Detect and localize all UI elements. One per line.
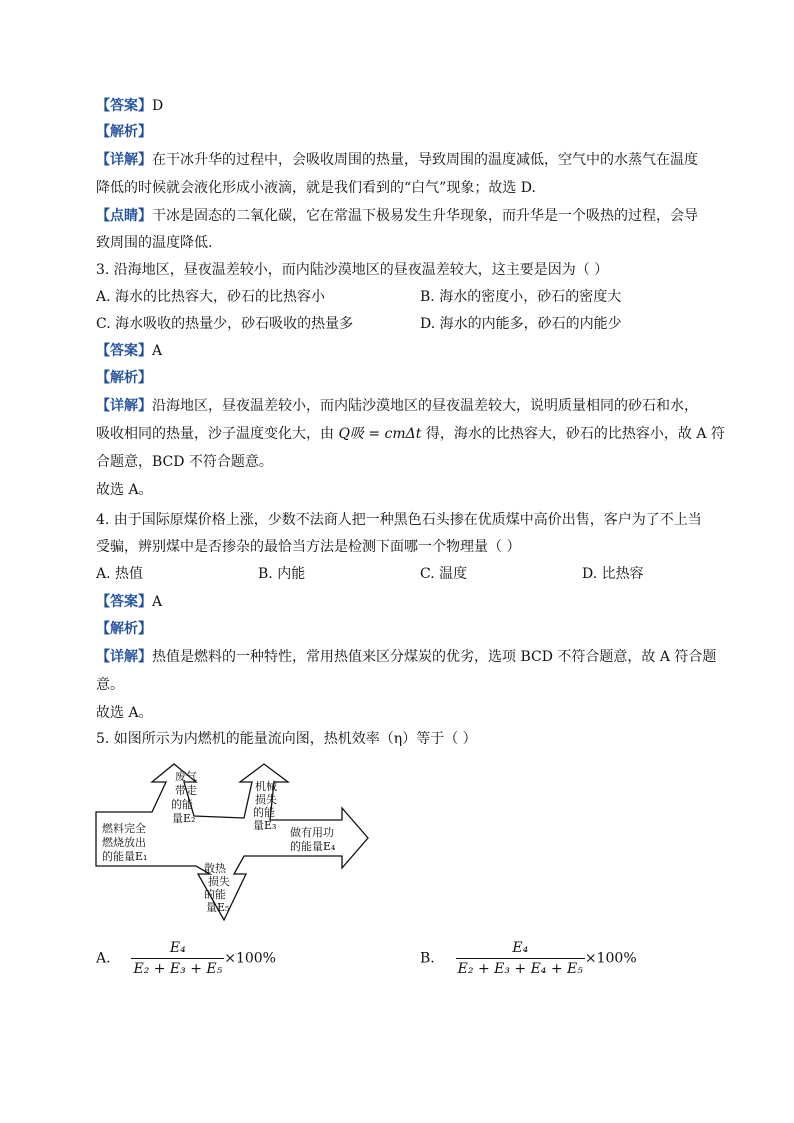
q3-detail-line-1 bbox=[96, 396, 698, 416]
energy-flow-diagram bbox=[92, 758, 382, 930]
answer-tag: 【答案】 bbox=[96, 343, 152, 359]
efficiency-fraction bbox=[131, 938, 224, 979]
q4-option-d: D. 比热容 bbox=[582, 566, 644, 582]
option-label: B. bbox=[420, 950, 435, 967]
analysis-tag: 【解析】 bbox=[96, 370, 152, 386]
answer-value: A bbox=[152, 594, 163, 610]
useful-work-label-2: 的能量E₄ bbox=[290, 840, 336, 853]
q3-option-b: B. 海水的密度小，砂石的密度大 bbox=[420, 289, 622, 305]
fraction-numerator: E₄ bbox=[456, 938, 585, 959]
q5-option-b bbox=[420, 938, 637, 979]
fraction-denominator: E₂ + E₃ + E₅ bbox=[133, 961, 223, 977]
option-label: A. bbox=[96, 950, 111, 967]
useful-work-label-1: 做有用功 bbox=[290, 826, 334, 839]
q4-conclusion: 故选 A。 bbox=[96, 705, 153, 721]
q4-analysis bbox=[96, 619, 152, 639]
heat-formula: Q吸 = cmΔt bbox=[338, 426, 422, 442]
q4-answer bbox=[96, 592, 162, 612]
answer-tag: 【答案】 bbox=[96, 594, 152, 610]
detail-text: 吸收相同的热量，沙子温度变化大，由 bbox=[96, 426, 339, 442]
q3-option-d: D. 海水的内能多，砂石的内能少 bbox=[420, 316, 622, 332]
q3-stem: 3. 沿海地区，昼夜温差较小，而内陆沙漠地区的昼夜温差较大，这主要是因为（ ） bbox=[96, 262, 609, 278]
mechanical-loss-label-2: 损失 bbox=[255, 793, 277, 806]
answer-tag: 【答案】 bbox=[96, 98, 152, 114]
q5-stem: 5. 如图所示为内燃机的能量流向图，热机效率（η）等于（ ） bbox=[96, 731, 477, 747]
q4-detail-line-2: 意。 bbox=[96, 677, 124, 693]
q4-option-c: C. 温度 bbox=[420, 566, 468, 582]
detail-text: 热值是燃料的一种特性，常用热值来区分煤炭的优劣，选项 BCD 不符合题意，故 A 符合题 bbox=[152, 649, 717, 665]
percent-factor: ×100% bbox=[584, 950, 637, 967]
mechanical-loss-label-1: 机械 bbox=[255, 780, 277, 793]
waste-gas-label-3: 的能 bbox=[171, 798, 193, 811]
mechanical-loss-label-4: 量E₃ bbox=[253, 819, 277, 832]
q3-analysis bbox=[96, 368, 152, 388]
q2-analysis bbox=[96, 122, 152, 142]
q4-stem-line-1: 4. 由于国际原煤价格上涨，少数不法商人把一种黑色石头掺在优质煤中高价出售，客户为了不上当 bbox=[96, 512, 702, 528]
q3-conclusion: 故选 A。 bbox=[96, 482, 153, 498]
heat-loss-label-1: 散热 bbox=[204, 862, 226, 875]
q2-detail-line-1 bbox=[96, 150, 698, 170]
heat-loss-label-4: 量E₅ bbox=[206, 901, 230, 914]
q3-answer bbox=[96, 341, 162, 361]
detail-text: 在干冰升华的过程中，会吸收周围的热量，导致周围的温度减低，空气中的水蒸气在温度 bbox=[152, 152, 698, 168]
q4-option-a: A. 热值 bbox=[96, 566, 144, 582]
q3-detail-line-3: 合题意，BCD 不符合题意。 bbox=[96, 454, 273, 470]
answer-value: D bbox=[152, 98, 164, 114]
efficiency-fraction bbox=[456, 938, 585, 979]
q4-option-b: B. 内能 bbox=[258, 566, 306, 582]
waste-gas-label-4: 量E₂ bbox=[172, 812, 196, 825]
q2-point-line-2: 致周围的温度降低. bbox=[96, 235, 213, 251]
percent-factor: ×100% bbox=[224, 950, 276, 967]
input-energy-label-3: 的能量E₁ bbox=[102, 850, 148, 863]
point-tag: 【点睛】 bbox=[96, 208, 152, 224]
analysis-tag: 【解析】 bbox=[96, 124, 152, 140]
input-energy-label-2: 燃烧放出 bbox=[102, 836, 146, 849]
fraction-denominator: E₂ + E₃ + E₄ + E₅ bbox=[457, 961, 583, 977]
waste-gas-label-1: 废气 bbox=[175, 770, 197, 783]
q4-stem-line-2: 受骗，辨别煤中是否掺杂的最恰当方法是检测下面哪一个物理量（ ） bbox=[96, 539, 521, 555]
heat-loss-label-2: 损失 bbox=[208, 875, 230, 888]
q2-point-line-1 bbox=[96, 206, 698, 226]
detail-text: 得，海水的比热容大，砂石的比热容小，故 A 符 bbox=[421, 426, 725, 442]
detail-tag: 【详解】 bbox=[96, 398, 152, 414]
point-text: 干冰是固态的二氧化碳，它在常温下极易发生升华现象，而升华是一个吸热的过程，会导 bbox=[152, 208, 698, 224]
answer-value: A bbox=[152, 343, 163, 359]
waste-gas-label-2: 带走 bbox=[175, 784, 197, 797]
input-energy-label-1: 燃料完全 bbox=[102, 822, 146, 835]
detail-tag: 【详解】 bbox=[96, 152, 152, 168]
q3-option-c: C. 海水吸收的热量少，砂石吸收的热量多 bbox=[96, 316, 354, 332]
analysis-tag: 【解析】 bbox=[96, 621, 152, 637]
q2-answer bbox=[96, 96, 163, 116]
q3-option-a: A. 海水的比热容大，砂石的比热容小 bbox=[96, 289, 326, 305]
detail-tag: 【详解】 bbox=[96, 649, 152, 665]
q3-detail-line-2 bbox=[96, 424, 725, 444]
heat-loss-label-3: 的能 bbox=[204, 888, 226, 901]
mechanical-loss-label-3: 的能 bbox=[253, 806, 275, 819]
detail-text: 沿海地区，昼夜温差较小，而内陆沙漠地区的昼夜温差较大，说明质量相同的砂石和水， bbox=[152, 398, 698, 414]
q5-option-a bbox=[96, 938, 276, 979]
q2-detail-line-2: 降低的时候就会液化形成小液滴，就是我们看到的“白气”现象；故选 D. bbox=[96, 180, 536, 196]
fraction-numerator: E₄ bbox=[131, 938, 224, 959]
q4-detail-line-1 bbox=[96, 647, 716, 667]
